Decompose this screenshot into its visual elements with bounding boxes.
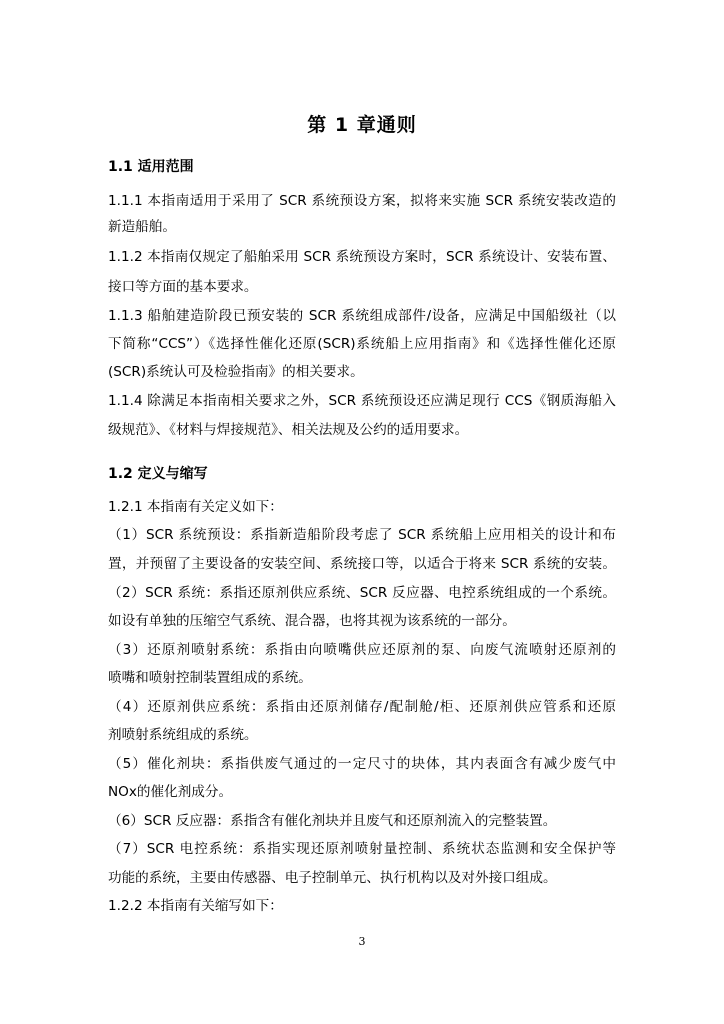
paragraph-line: 1.1.4 除满足本指南相关要求之外，SCR 系统预设还应满足现行 CCS《钢质海船入	[108, 393, 616, 409]
paragraph-line: （1）SCR 系统预设：系指新造船阶段考虑了 SCR 系统船上应用相关的设计和布	[108, 527, 616, 543]
paragraph-line: 功能的系统，主要由传感器、电子控制单元、执行机构以及对外接口组成。	[108, 870, 557, 886]
section-heading-1-1: 1.1 适用范围	[108, 159, 194, 175]
chapter-title: 第 1 章通则	[307, 114, 417, 136]
paragraph-line: （5）催化剂块：系指供废气通过的一定尺寸的块体，其内表面含有减少废气中	[108, 756, 616, 772]
paragraph-line: （4）还原剂供应系统：系指由还原剂储存/配制舱/柜、还原剂供应管系和还原	[108, 699, 616, 715]
paragraph-line: （3）还原剂喷射系统：系指由向喷嘴供应还原剂的泵、向废气流喷射还原剂的	[108, 642, 616, 658]
paragraph-line: 下简称“CCS”）《选择性催化还原(SCR)系统船上应用指南》和《选择性催化还原	[108, 336, 616, 352]
paragraph-line: 喷嘴和喷射控制装置组成的系统。	[108, 670, 312, 686]
paragraph-line: 1.2.1 本指南有关定义如下：	[108, 499, 283, 515]
paragraph-line: 1.1.3 船舶建造阶段已预安装的 SCR 系统组成部件/设备，应满足中国船级社（以	[108, 308, 616, 324]
paragraph-line: （6）SCR 反应器：系指含有催化剂块并且废气和还原剂流入的完整装置。	[108, 813, 557, 829]
page-number: 3	[358, 935, 366, 948]
paragraph-line: （7）SCR 电控系统：系指实现还原剂喷射量控制、系统状态监测和安全保护等	[108, 841, 616, 857]
paragraph-line: 剂喷射系统组成的系统。	[108, 727, 258, 743]
paragraph-line: 接口等方面的基本要求。	[108, 279, 258, 295]
paragraph-line: 新造船舶。	[108, 219, 176, 235]
paragraph-line: 1.1.2 本指南仅规定了船舶采用 SCR 系统预设方案时，SCR 系统设计、安装布置、	[108, 249, 616, 265]
paragraph-line: 置，并预留了主要设备的安装空间、系统接口等，以适合于将来 SCR 系统的安装。	[108, 556, 616, 572]
paragraph-line: （2）SCR 系统：系指还原剂供应系统、SCR 反应器、电控系统组成的一个系统。	[108, 585, 616, 601]
section-heading-1-2: 1.2 定义与缩写	[108, 466, 208, 482]
paragraph-line: 1.1.1 本指南适用于采用了 SCR 系统预设方案，拟将来实施 SCR 系统安装改造的	[108, 193, 616, 209]
paragraph-line: 级规范》、《材料与焊接规范》、相关法规及公约的适用要求。	[108, 422, 469, 438]
paragraph-line: 如设有单独的压缩空气系统、混合器，也将其视为该系统的一部分。	[108, 613, 516, 629]
paragraph-line: 1.2.2 本指南有关缩写如下：	[108, 898, 283, 914]
paragraph-line: NOx的催化剂成分。	[108, 784, 233, 800]
paragraph-line: (SCR)系统认可及检验指南》的相关要求。	[108, 364, 364, 380]
